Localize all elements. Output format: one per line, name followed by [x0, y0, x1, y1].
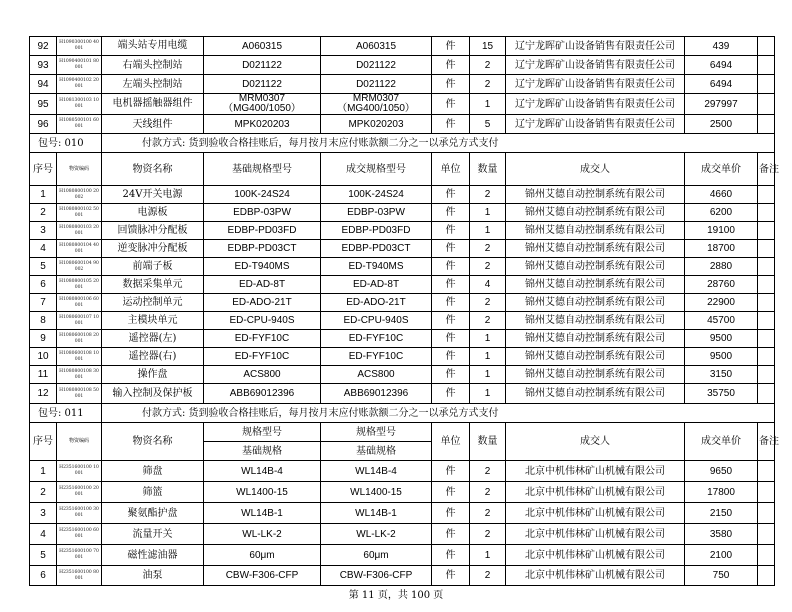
- row-number: 11: [30, 366, 57, 384]
- vendor-name: 北京中机伟林矿山机械有限公司: [506, 524, 685, 545]
- remark: [758, 56, 775, 75]
- quantity: 2: [470, 312, 506, 330]
- quantity: 1: [470, 384, 506, 404]
- material-name: 遥控器(左): [102, 330, 204, 348]
- material-code: H1080800103 20001: [57, 222, 102, 240]
- vendor-name: 锦州艾德自动控制系统有限公司: [506, 312, 685, 330]
- remark: [758, 204, 775, 222]
- header-vendor: 成交人: [506, 153, 685, 186]
- remark: [758, 186, 775, 204]
- remark: [758, 461, 775, 482]
- unit: 件: [432, 294, 470, 312]
- header-name: 物资名称: [102, 423, 204, 461]
- base-spec: ED-FYF10C: [204, 330, 321, 348]
- quantity: 1: [470, 222, 506, 240]
- quantity: 1: [470, 348, 506, 366]
- vendor-name: 锦州艾德自动控制系统有限公司: [506, 348, 685, 366]
- material-name: 左端头控制站: [102, 75, 204, 94]
- unit: 件: [432, 94, 470, 115]
- vendor-name: 锦州艾德自动控制系统有限公司: [506, 294, 685, 312]
- base-spec: WL14B-4: [204, 461, 321, 482]
- material-name: 天线组件: [102, 115, 204, 134]
- material-name: 端头站专用电缆: [102, 37, 204, 56]
- base-spec: A060315: [204, 37, 321, 56]
- material-code: H1080800106 60001: [57, 294, 102, 312]
- material-name: 操作盘: [102, 366, 204, 384]
- unit-price: 6200: [685, 204, 758, 222]
- header-note: 备注: [758, 423, 775, 461]
- package-row: [30, 134, 775, 153]
- unit: 件: [432, 366, 470, 384]
- deal-spec: WL1400-15: [321, 482, 432, 503]
- unit: 件: [432, 312, 470, 330]
- remark: [758, 240, 775, 258]
- material-name: 输入控制及保护板: [102, 384, 204, 404]
- unit-price: 4660: [685, 186, 758, 204]
- remark: [758, 366, 775, 384]
- vendor-name: 北京中机伟林矿山机械有限公司: [506, 461, 685, 482]
- vendor-name: 辽宁龙晖矿山设备销售有限责任公司: [506, 37, 685, 56]
- procurement-table: [29, 36, 779, 586]
- table-row: [30, 348, 775, 366]
- quantity: 2: [470, 75, 506, 94]
- material-name: 筛篮: [102, 482, 204, 503]
- base-spec: 100K-24S24: [204, 186, 321, 204]
- material-code: H2351600100 80001: [57, 566, 102, 586]
- remark: [758, 545, 775, 566]
- unit: 件: [432, 258, 470, 276]
- deal-spec: WL-LK-2: [321, 524, 432, 545]
- row-number: 95: [30, 94, 57, 115]
- base-spec: ACS800: [204, 366, 321, 384]
- quantity: 2: [470, 56, 506, 75]
- row-number: 12: [30, 384, 57, 404]
- header-code: 物资编码: [57, 153, 102, 186]
- quantity: 15: [470, 37, 506, 56]
- base-spec: WL1400-15: [204, 482, 321, 503]
- deal-spec: A060315: [321, 37, 432, 56]
- header-name: 物资名称: [102, 153, 204, 186]
- row-number: 6: [30, 566, 57, 586]
- material-name: 筛盘: [102, 461, 204, 482]
- header-unit: 单位: [432, 423, 470, 461]
- base-spec: EDBP-PD03FD: [204, 222, 321, 240]
- material-name: 电源板: [102, 204, 204, 222]
- unit: 件: [432, 348, 470, 366]
- unit: 件: [432, 240, 470, 258]
- deal-spec: D021122: [321, 75, 432, 94]
- vendor-name: 锦州艾德自动控制系统有限公司: [506, 186, 685, 204]
- unit: 件: [432, 545, 470, 566]
- material-name: 遥控器(右): [102, 348, 204, 366]
- unit-price: 750: [685, 566, 758, 586]
- material-name: 逆变脉冲分配板: [102, 240, 204, 258]
- quantity: 1: [470, 330, 506, 348]
- base-spec: EDBP-PD03CT: [204, 240, 321, 258]
- deal-spec: MPK020203: [321, 115, 432, 134]
- header-note: 备注: [758, 153, 775, 186]
- unit: 件: [432, 482, 470, 503]
- header-qty: 数量: [470, 423, 506, 461]
- base-spec: ED-AD-8T: [204, 276, 321, 294]
- header-code: 物资编码: [57, 423, 102, 461]
- table-row: [30, 461, 775, 482]
- table-row: [30, 115, 775, 134]
- vendor-name: 北京中机伟林矿山机械有限公司: [506, 545, 685, 566]
- material-name: 右端头控制站: [102, 56, 204, 75]
- base-spec: ED-FYF10C: [204, 348, 321, 366]
- quantity: 1: [470, 366, 506, 384]
- unit-price: 45700: [685, 312, 758, 330]
- unit: 件: [432, 186, 470, 204]
- header-deal-spec: 成交规格型号: [321, 153, 432, 186]
- row-number: 9: [30, 330, 57, 348]
- table-row: [30, 186, 775, 204]
- row-number: 2: [30, 482, 57, 503]
- header-vendor: 成交人: [506, 423, 685, 461]
- vendor-name: 锦州艾德自动控制系统有限公司: [506, 240, 685, 258]
- material-code: H1080500101 60001: [57, 115, 102, 134]
- row-number: 3: [30, 503, 57, 524]
- header-spec-bottom: 基础规格: [204, 442, 321, 461]
- package-row: [30, 404, 775, 423]
- base-spec: ABB69012396: [204, 384, 321, 404]
- deal-spec: 60μm: [321, 545, 432, 566]
- deal-spec: ACS800: [321, 366, 432, 384]
- unit: 件: [432, 115, 470, 134]
- quantity: 4: [470, 276, 506, 294]
- material-code: H2351600100 30001: [57, 503, 102, 524]
- row-number: 6: [30, 276, 57, 294]
- row-number: 5: [30, 545, 57, 566]
- quantity: 2: [470, 482, 506, 503]
- base-spec: WL14B-1: [204, 503, 321, 524]
- material-code: H1090300100 40001: [57, 37, 102, 56]
- row-number: 4: [30, 240, 57, 258]
- unit: 件: [432, 222, 470, 240]
- deal-spec: EDBP-PD03FD: [321, 222, 432, 240]
- unit-price: 3580: [685, 524, 758, 545]
- quantity: 2: [470, 461, 506, 482]
- quantity: 2: [470, 258, 506, 276]
- table-body: [30, 37, 779, 586]
- table-row: [30, 276, 775, 294]
- material-code: H1080800108 50001: [57, 384, 102, 404]
- vendor-name: 北京中机伟林矿山机械有限公司: [506, 482, 685, 503]
- base-spec: MRM0307 （MG400/1050）: [204, 94, 321, 115]
- table-row: [30, 94, 775, 115]
- base-spec: EDBP-03PW: [204, 204, 321, 222]
- material-name: 主模块单元: [102, 312, 204, 330]
- base-spec: ED-ADO-21T: [204, 294, 321, 312]
- unit-price: 6494: [685, 75, 758, 94]
- remark: [758, 348, 775, 366]
- row-number: 92: [30, 37, 57, 56]
- header-qty: 数量: [470, 153, 506, 186]
- table-row: [30, 204, 775, 222]
- material-name: 数据采集单元: [102, 276, 204, 294]
- unit: 件: [432, 37, 470, 56]
- vendor-name: 辽宁龙晖矿山设备销售有限责任公司: [506, 75, 685, 94]
- table-row: [30, 330, 775, 348]
- row-number: 96: [30, 115, 57, 134]
- table-row: [30, 222, 775, 240]
- table-row: [30, 524, 775, 545]
- deal-spec: ED-AD-8T: [321, 276, 432, 294]
- material-code: H1080600108 10001: [57, 348, 102, 366]
- unit-price: 2150: [685, 503, 758, 524]
- quantity: 1: [470, 204, 506, 222]
- remark: [758, 524, 775, 545]
- row-number: 2: [30, 204, 57, 222]
- material-code: H2351600100 20001: [57, 482, 102, 503]
- header-no: 序号: [30, 423, 57, 461]
- deal-spec: EDBP-03PW: [321, 204, 432, 222]
- unit-price: 9500: [685, 330, 758, 348]
- material-name: 前端子板: [102, 258, 204, 276]
- vendor-name: 北京中机伟林矿山机械有限公司: [506, 503, 685, 524]
- unit: 件: [432, 276, 470, 294]
- material-code: H2351600100 60001: [57, 524, 102, 545]
- material-name: 磁性滤油器: [102, 545, 204, 566]
- remark: [758, 115, 775, 134]
- header-price: 成交单价: [685, 423, 758, 461]
- quantity: 2: [470, 240, 506, 258]
- table-row: [30, 384, 775, 404]
- material-code: H2351600100 10001: [57, 461, 102, 482]
- deal-spec: WL14B-1: [321, 503, 432, 524]
- quantity: 1: [470, 94, 506, 115]
- remark: [758, 312, 775, 330]
- deal-spec: ED-FYF10C: [321, 330, 432, 348]
- header-spec-top-2: 规格型号: [321, 423, 432, 442]
- quantity: 1: [470, 545, 506, 566]
- deal-spec: ED-CPU-940S: [321, 312, 432, 330]
- unit: 件: [432, 56, 470, 75]
- deal-spec: ED-ADO-21T: [321, 294, 432, 312]
- unit: 件: [432, 75, 470, 94]
- unit: 件: [432, 566, 470, 586]
- remark: [758, 566, 775, 586]
- table-row: [30, 503, 775, 524]
- base-spec: 60μm: [204, 545, 321, 566]
- vendor-name: 锦州艾德自动控制系统有限公司: [506, 276, 685, 294]
- header-price: 成交单价: [685, 153, 758, 186]
- unit-price: 35750: [685, 384, 758, 404]
- remark: [758, 222, 775, 240]
- unit-price: 19100: [685, 222, 758, 240]
- unit-price: 2100: [685, 545, 758, 566]
- unit-price: 17800: [685, 482, 758, 503]
- vendor-name: 辽宁龙晖矿山设备销售有限责任公司: [506, 115, 685, 134]
- remark: [758, 258, 775, 276]
- deal-spec: CBW-F306-CFP: [321, 566, 432, 586]
- package-number: 包号: 011: [30, 404, 102, 423]
- header-no: 序号: [30, 153, 57, 186]
- quantity: 2: [470, 503, 506, 524]
- table-row: [30, 482, 775, 503]
- payment-terms: 付款方式: 货到验收合格挂账后，每月按月末应付账款额二分之一以承兑方式支付: [102, 134, 775, 153]
- header-unit: 单位: [432, 153, 470, 186]
- material-code: H1080600107 10001: [57, 312, 102, 330]
- material-code: H1080800100 20002: [57, 186, 102, 204]
- unit: 件: [432, 503, 470, 524]
- header-row: [30, 423, 775, 442]
- unit-price: 297997: [685, 94, 758, 115]
- unit-price: 9650: [685, 461, 758, 482]
- material-code: H1090400102 20001: [57, 75, 102, 94]
- remark: [758, 330, 775, 348]
- material-name: 24V开关电源: [102, 186, 204, 204]
- unit: 件: [432, 461, 470, 482]
- row-number: 8: [30, 312, 57, 330]
- material-code: H1090400101 80001: [57, 56, 102, 75]
- base-spec: ED-T940MS: [204, 258, 321, 276]
- base-spec: D021122: [204, 75, 321, 94]
- unit-price: 2500: [685, 115, 758, 134]
- deal-spec: MRM0307 （MG400/1050）: [321, 94, 432, 115]
- page-footer: 第 11 页，共 100 页: [348, 590, 444, 601]
- unit: 件: [432, 204, 470, 222]
- material-code: H1081300103 10001: [57, 94, 102, 115]
- deal-spec: WL14B-4: [321, 461, 432, 482]
- row-number: 3: [30, 222, 57, 240]
- vendor-name: 锦州艾德自动控制系统有限公司: [506, 204, 685, 222]
- row-number: 93: [30, 56, 57, 75]
- material-name: 运动控制单元: [102, 294, 204, 312]
- remark: [758, 384, 775, 404]
- table-row: [30, 75, 775, 94]
- quantity: 2: [470, 186, 506, 204]
- material-code: H2351600100 70001: [57, 545, 102, 566]
- row-number: 1: [30, 186, 57, 204]
- header-spec-bottom-2: 基础规格: [321, 442, 432, 461]
- table-row: [30, 545, 775, 566]
- material-code: H1080800102 50001: [57, 204, 102, 222]
- vendor-name: 锦州艾德自动控制系统有限公司: [506, 222, 685, 240]
- unit: 件: [432, 384, 470, 404]
- unit-price: 439: [685, 37, 758, 56]
- header-base-spec: 基础规格型号: [204, 153, 321, 186]
- unit-price: 28760: [685, 276, 758, 294]
- material-code: H1080800108 30001: [57, 366, 102, 384]
- unit-price: 2880: [685, 258, 758, 276]
- unit-price: 22900: [685, 294, 758, 312]
- base-spec: WL-LK-2: [204, 524, 321, 545]
- table-row: [30, 294, 775, 312]
- quantity: 5: [470, 115, 506, 134]
- header-spec-top: 规格型号: [204, 423, 321, 442]
- table-row: [30, 258, 775, 276]
- unit-price: 9500: [685, 348, 758, 366]
- material-code: H1080600104 90002: [57, 258, 102, 276]
- material-name: 电机器摇触器组件: [102, 94, 204, 115]
- table-row: [30, 566, 775, 586]
- row-number: 10: [30, 348, 57, 366]
- remark: [758, 276, 775, 294]
- base-spec: CBW-F306-CFP: [204, 566, 321, 586]
- unit: 件: [432, 524, 470, 545]
- vendor-name: 北京中机伟林矿山机械有限公司: [506, 566, 685, 586]
- material-name: 聚氨酯护盘: [102, 503, 204, 524]
- quantity: 2: [470, 294, 506, 312]
- material-code: H1080600108 20001: [57, 330, 102, 348]
- row-number: 7: [30, 294, 57, 312]
- remark: [758, 294, 775, 312]
- remark: [758, 75, 775, 94]
- base-spec: ED-CPU-940S: [204, 312, 321, 330]
- vendor-name: 锦州艾德自动控制系统有限公司: [506, 258, 685, 276]
- row-number: 94: [30, 75, 57, 94]
- base-spec: D021122: [204, 56, 321, 75]
- quantity: 2: [470, 524, 506, 545]
- table-row: [30, 240, 775, 258]
- table-row: [30, 56, 775, 75]
- row-number: 1: [30, 461, 57, 482]
- deal-spec: ABB69012396: [321, 384, 432, 404]
- payment-terms: 付款方式: 货到验收合格挂账后，每月按月末应付账款额二分之一以承兑方式支付: [102, 404, 775, 423]
- vendor-name: 锦州艾德自动控制系统有限公司: [506, 384, 685, 404]
- package-number: 包号: 010: [30, 134, 102, 153]
- remark: [758, 94, 775, 115]
- material-name: 回馈脉冲分配板: [102, 222, 204, 240]
- deal-spec: D021122: [321, 56, 432, 75]
- material-code: H1080800105 20001: [57, 276, 102, 294]
- material-name: 流量开关: [102, 524, 204, 545]
- vendor-name: 辽宁龙晖矿山设备销售有限责任公司: [506, 94, 685, 115]
- table-row: [30, 366, 775, 384]
- vendor-name: 辽宁龙晖矿山设备销售有限责任公司: [506, 56, 685, 75]
- deal-spec: ED-FYF10C: [321, 348, 432, 366]
- remark: [758, 503, 775, 524]
- material-code: H1080800104 40001: [57, 240, 102, 258]
- vendor-name: 锦州艾德自动控制系统有限公司: [506, 366, 685, 384]
- deal-spec: ED-T940MS: [321, 258, 432, 276]
- deal-spec: 100K-24S24: [321, 186, 432, 204]
- remark: [758, 482, 775, 503]
- row-number: 4: [30, 524, 57, 545]
- unit-price: 3150: [685, 366, 758, 384]
- deal-spec: EDBP-PD03CT: [321, 240, 432, 258]
- unit-price: 6494: [685, 56, 758, 75]
- material-name: 油泵: [102, 566, 204, 586]
- quantity: 2: [470, 566, 506, 586]
- table-row: [30, 312, 775, 330]
- vendor-name: 锦州艾德自动控制系统有限公司: [506, 330, 685, 348]
- row-number: 5: [30, 258, 57, 276]
- remark: [758, 37, 775, 56]
- header-row: [30, 153, 775, 186]
- unit-price: 18700: [685, 240, 758, 258]
- unit: 件: [432, 330, 470, 348]
- table-row: [30, 37, 775, 56]
- base-spec: MPK020203: [204, 115, 321, 134]
